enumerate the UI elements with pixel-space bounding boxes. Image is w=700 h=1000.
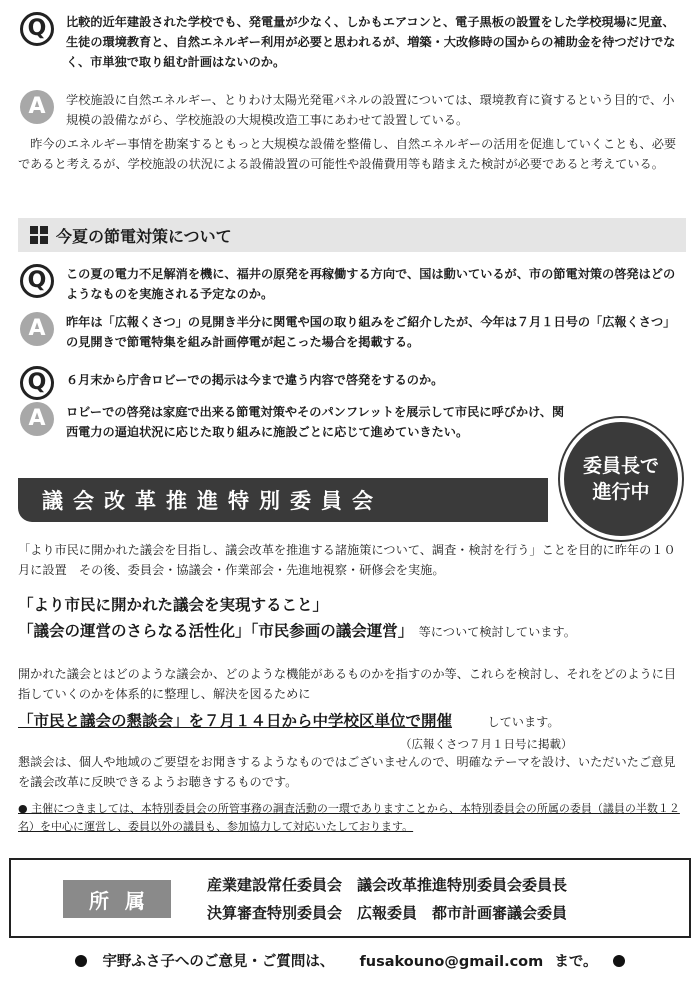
qa-1-question	[20, 12, 686, 72]
bullet-icon	[75, 955, 87, 967]
bullet-icon	[613, 955, 625, 967]
section-title: 今夏の節電対策について	[56, 226, 232, 246]
question-text: この夏の電力不足解消を機に、福井の原発を再稼働する方向で、国は動いているが、市の節電対策の啓発はどのようなものを実施される予定なのか。	[66, 267, 676, 301]
chair-bubble	[560, 418, 682, 540]
answer-text-2: 昨今のエネルギー事情を勘案するともっと大規模な設備を整備し、自然エネルギーの活用を促進していくことも、必要であると考えるが、学校施設の状況による設備設置の可能性や設備費用等も踏まえた検討が必要であると考えている。	[18, 137, 677, 171]
bubble-line-2: 進行中	[592, 481, 650, 503]
meeting-description: 懇談会は、個人や地域のご要望をお聞きするようなものではございませんので、明確なテーマを設け、いただいたご意見を議会改革に反映できるようお聴きするものです。	[18, 755, 676, 789]
event-text: 「市民と議会の懇談会」を７月１４日から中学校区単位で開催	[18, 712, 453, 730]
goal-tail: 等について検討しています。	[418, 625, 576, 639]
goal-line-1: 「より市民に開かれた議会を実現すること」	[18, 596, 329, 614]
affiliation-line-1: 産業建設常任委員会 議会改革推進特別委員会委員長	[207, 876, 568, 894]
answer-icon: A	[20, 90, 54, 124]
committee-body: 開かれた議会とはどのような議会か、どのような機能があるものかを指すのか等、これらを検討し、それをどのように目指していくのかを体系的に整理し、解決を図るために	[18, 667, 677, 701]
answer-text: 昨年は「広報くさつ」の見開き半分に関電や国の取り組みをご紹介したが、今年は７月１日号の「広報くさつ」の見開きで節電特集を組み計画停電が起こった場合を掲載する。	[66, 315, 676, 349]
bubble-line-1: 委員長で	[582, 455, 659, 477]
qa-2-question	[20, 264, 686, 304]
answer-text: ロビーでの啓発は家庭で出来る節電対策やそのパンフレットを展示して市民に呼びかけ、関西電力の逼迫状況に応じた取り組みに施設ごとに応じて進めていきたい。	[66, 405, 565, 439]
qa-3-question	[20, 366, 686, 395]
contact-email[interactable]: fusakouno@gmail.com	[359, 954, 544, 970]
event-source: （広報くさつ７月１日号に掲載）	[400, 737, 573, 751]
qa-1-answer	[20, 90, 686, 130]
goal-text: 「議会の運営のさらなる活性化」「市民参画の議会運営」	[18, 622, 414, 640]
question-icon: Q	[20, 264, 54, 298]
section-header	[18, 218, 686, 252]
event-line	[18, 710, 560, 733]
organizer-note: ● 主催につきましては、本特別委員会の所管事務の調査活動の一環でありますことから、本特別委員会の所属の委員（議員の半数１２名）を中心に運営し、委員以外の議員も、参加協力して対応いたしております。	[18, 802, 680, 833]
answer-icon: A	[20, 402, 54, 436]
question-icon: Q	[20, 12, 54, 46]
affiliation-line-2: 決算審査特別委員会 広報委員 都市計画審議会委員	[207, 904, 568, 922]
committee-banner: 議会改革推進特別委員会	[18, 478, 548, 522]
goal-line-2	[18, 620, 576, 643]
contact-footer	[0, 950, 700, 971]
affiliation-box	[9, 858, 691, 938]
question-icon: Q	[20, 366, 54, 400]
question-text: ６月末から庁舎ロビーでの掲示は今まで違う内容で啓発をするのか。	[66, 373, 444, 387]
committee-intro: 「より市民に開かれた議会を目指し、議会改革を推進する諸施策について、調査・検討を行う」ことを目的に昨年の１０月に設置 その後、委員会・協議会・作業部会・先進地視察・研修会を実施。	[18, 543, 676, 577]
grid-square-icon	[30, 226, 48, 244]
contact-suffix: まで。	[554, 954, 598, 970]
qa-2-answer	[20, 312, 686, 352]
answer-icon: A	[20, 312, 54, 346]
contact-text: 宇野ふさ子へのご意見・ご質問は、	[102, 954, 335, 970]
event-tail: しています。	[487, 715, 560, 729]
answer-text-1: 学校施設に自然エネルギー、とりわけ太陽光発電パネルの設置については、環境教育に資するという目的で、小規模の設備ながら、学校施設の大規模改造工事にあわせて設置している。	[66, 93, 675, 127]
question-text: 比較的近年建設された学校でも、発電量が少なく、しかもエアコンと、電子黒板の設置をした学校現場に児童、生徒の環境教育と、自然エネルギー利用が必要と思われるが、増築・大改修時の国からの補助金を待つだけでなく、市単独で取り組む計画はないのか。	[66, 15, 676, 69]
affiliation-label: 所属	[63, 880, 171, 918]
